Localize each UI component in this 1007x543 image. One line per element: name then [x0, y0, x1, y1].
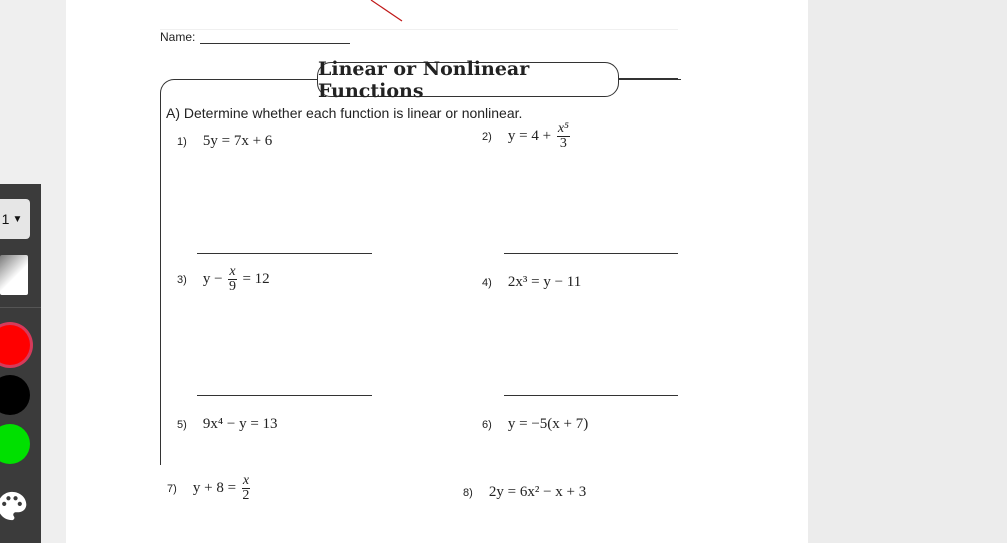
question-8: 8) 2y = 6x² − x + 3 [463, 484, 587, 500]
question-7: 7) y + 8 = $\frac{x}{2}$ [167, 473, 250, 503]
question-5-equation: 9x⁴ − y = 13 [202, 416, 278, 432]
question-2: 2) y = 4 + $\frac{\text{x⁵}}{3}$ [482, 121, 569, 151]
pen-size-dropdown[interactable] [0, 199, 30, 239]
viewer-background [808, 0, 1007, 543]
color-swatch-green[interactable] [0, 424, 30, 464]
question-3: 3) y − $\frac{x}{9}$ = 12 [177, 264, 270, 294]
question-3-fraction: $\frac{x}{9}$ [228, 264, 236, 294]
frame-top-right-rule [617, 78, 678, 79]
question-4: 4) 2x³ = y − 11 [482, 274, 582, 290]
question-6-equation: y = −5(x + 7) [507, 416, 589, 432]
annotation-toolbar [0, 184, 41, 543]
name-blank-line [200, 43, 350, 44]
question-3-equation-right: = 12 [242, 271, 270, 288]
chevron-down-icon: ▼ [12, 213, 23, 225]
header-rule [160, 29, 678, 30]
question-8-equation: 2y = 6x² − x + 3 [488, 484, 587, 500]
palette-icon[interactable] [0, 486, 32, 526]
question-2-fraction: $\frac{\text{x⁵}}{3}$ [557, 121, 569, 151]
pen-stroke-annotation [360, 0, 410, 25]
question-5: 5) 9x⁴ − y = 13 [177, 416, 278, 432]
question-7-fraction: $\frac{x}{2}$ [242, 473, 250, 503]
color-swatch-black[interactable] [0, 375, 30, 415]
question-6: 6) y = −5(x + 7) [482, 416, 589, 432]
question-7-equation: y + 8 = [192, 480, 240, 497]
question-2-equation: y = 4 + [507, 128, 555, 145]
question-1: 1) 5y = 7x + 6 [177, 133, 273, 149]
question-1-equation: 5y = 7x + 6 [202, 133, 273, 149]
color-swatch-red[interactable] [0, 325, 30, 365]
answer-line-3 [197, 395, 372, 396]
question-4-equation: 2x³ = y − 11 [507, 274, 582, 290]
section-a-instructions: A) Determine whether each function is linear or nonlinear. [166, 105, 523, 121]
answer-line-2 [504, 253, 678, 254]
question-3-equation-left: y − [202, 271, 227, 288]
opacity-gradient-swatch[interactable] [0, 255, 28, 295]
worksheet-title: Linear or Nonlinear Functions [317, 62, 619, 97]
pen-size-value: 1 [1, 211, 10, 227]
answer-line-1 [197, 253, 372, 254]
toolbar-divider [0, 307, 41, 308]
name-label: Name: [160, 30, 196, 44]
answer-line-4 [504, 395, 678, 396]
